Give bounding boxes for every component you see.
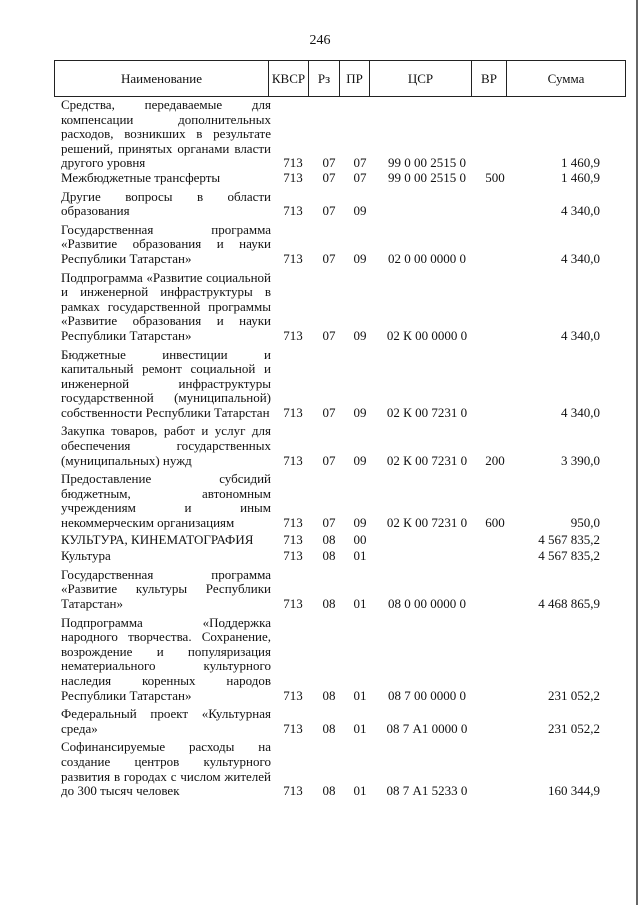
header-name: Наименование [55,61,269,96]
cell-sum: 4 340,0 [561,203,600,219]
header-rz: Рз [309,61,340,96]
cell-kvsr: 713 [283,687,303,703]
cell-csr: 02 К 00 7231 0 [386,452,468,468]
cell-csr: 08 7 А1 5233 0 [386,783,468,799]
table-row [54,190,626,219]
cell-pr: 01 [353,548,367,564]
cell-name: Софинансируемые расходы на создание центров культурного развития в городах с числом жителей до 300 тысяч человек [61,739,271,799]
cell-pr: 01 [353,783,367,799]
cell-csr: 02 К 00 0000 0 [386,327,468,343]
table-row [54,549,626,564]
cell-name: Межбюджетные трансферты [61,169,221,185]
cell-rz: 07 [322,250,336,266]
cell-csr: 99 0 00 2515 0 [388,155,466,171]
cell-sum: 4 567 835,2 [538,548,600,564]
header-vr: ВР [472,61,507,96]
table-header [54,60,626,97]
cell-name: Государственная программа «Развитие образования и науки Республики Татарстан» [61,221,271,266]
header-sum: Сумма [547,70,585,86]
cell-name: Федеральный проект «Культурная среда» [61,706,271,736]
cell-rz: 07 [322,169,336,185]
header-kvsr: КВСР [269,61,309,96]
cell-rz: 08 [322,596,336,611]
table-row [54,568,626,612]
cell-name: Подпрограмма «Развитие социальной и инженерной инфраструктуры в рамках государственной программы «Развитие образования и науки Республики Татарстан» [61,269,271,343]
cell-csr: 99 0 00 2515 0 [388,169,466,185]
cell-kvsr: 713 [283,596,303,611]
cell-rz: 07 [322,203,336,219]
cell-kvsr: 713 [283,155,303,171]
cell-rz: 08 [322,783,336,799]
cell-name: Предоставление субсидий бюджетным, автономным учреждениям и иным некоммерческим организациям [61,471,271,531]
cell-rz: 08 [322,531,336,547]
cell-sum: 1 460,9 [561,155,600,171]
table-row [54,740,626,798]
cell-vr: 500 [485,169,505,185]
cell-pr: 09 [353,452,367,468]
cell-name: Культура [61,548,111,564]
cell-sum: 4 567 835,2 [538,531,600,547]
cell-rz: 08 [322,548,336,564]
cell-name: Подпрограмма «Поддержка народного творчества. Сохранение, возрождение и популяризация нематериального культурного наследия коренных народов Республики Татарстан» [61,614,271,703]
table-row [54,171,626,186]
cell-rz: 07 [322,452,336,468]
cell-kvsr: 713 [283,327,303,343]
cell-csr: 02 К 00 7231 0 [386,515,468,531]
cell-sum: 4 340,0 [561,404,600,420]
table-row [54,616,626,704]
cell-name: Другие вопросы в области образования [61,188,271,219]
cell-rz: 07 [322,155,336,171]
table-row [54,533,626,548]
page-number: 246 [309,33,331,48]
cell-kvsr: 713 [283,169,303,185]
cell-rz: 07 [322,404,336,420]
cell-pr: 07 [353,155,367,171]
cell-pr: 09 [353,203,367,219]
table-row [54,472,626,530]
cell-csr: 02 0 00 0000 0 [388,250,466,266]
cell-pr: 09 [353,250,367,266]
cell-rz: 08 [322,687,336,703]
table-row [54,348,626,421]
table-row [54,223,626,267]
cell-rz: 08 [322,720,336,736]
table-row [54,707,626,736]
cell-rz: 07 [322,327,336,343]
cell-sum: 160 344,9 [548,783,600,799]
cell-kvsr: 713 [283,531,303,547]
cell-rz: 07 [322,515,336,531]
cell-csr: 08 7 А1 0000 0 [386,720,468,736]
cell-kvsr: 713 [283,452,303,468]
table-row [54,424,626,468]
cell-pr: 09 [353,404,367,420]
cell-name: КУЛЬТУРА, КИНЕМАТОГРАФИЯ [61,531,254,547]
table-row [54,271,626,344]
cell-name: Бюджетные инвестиции и капитальный ремонт социальной и инженерной инфраструктуры государственной (муниципальной) собственности Республики Татарстан [61,346,271,420]
cell-pr: 07 [353,169,367,185]
cell-kvsr: 713 [283,515,303,531]
cell-pr: 00 [353,531,367,547]
header-csr: ЦСР [370,61,472,96]
cell-kvsr: 713 [283,720,303,736]
cell-name: Государственная программа «Развитие культуры Республики Татарстан» [61,566,271,611]
table-body [54,98,626,799]
cell-sum: 4 340,0 [561,327,600,343]
cell-kvsr: 713 [283,203,303,219]
cell-sum: 1 460,9 [561,169,600,185]
table-row [54,98,626,171]
cell-sum: 231 052,2 [548,687,600,703]
cell-pr: 09 [353,515,367,531]
cell-csr: 08 0 00 0000 0 [388,596,466,611]
cell-kvsr: 713 [283,783,303,799]
cell-kvsr: 713 [283,250,303,266]
cell-kvsr: 713 [283,404,303,420]
cell-csr: 08 7 00 0000 0 [388,687,466,703]
cell-sum: 3 390,0 [561,452,600,468]
cell-vr: 200 [485,452,505,468]
cell-vr: 600 [485,515,505,531]
cell-pr: 09 [353,327,367,343]
cell-pr: 01 [353,720,367,736]
cell-kvsr: 713 [283,548,303,564]
cell-pr: 01 [353,687,367,703]
cell-sum: 4 340,0 [561,250,600,266]
cell-csr: 02 К 00 7231 0 [386,404,468,420]
cell-name: Закупка товаров, работ и услуг для обеспечения государственных (муниципальных) нужд [61,423,271,468]
page-edge [636,0,638,905]
cell-sum: 950,0 [570,515,600,531]
cell-name: Средства, передаваемые для компенсации дополнительных расходов, возникших в результате решений, принятых органами власти другого уровня [61,97,271,171]
cell-sum: 231 052,2 [548,720,600,736]
header-pr: ПР [340,61,370,96]
cell-sum: 4 468 865,9 [538,596,600,611]
cell-pr: 01 [353,596,367,611]
